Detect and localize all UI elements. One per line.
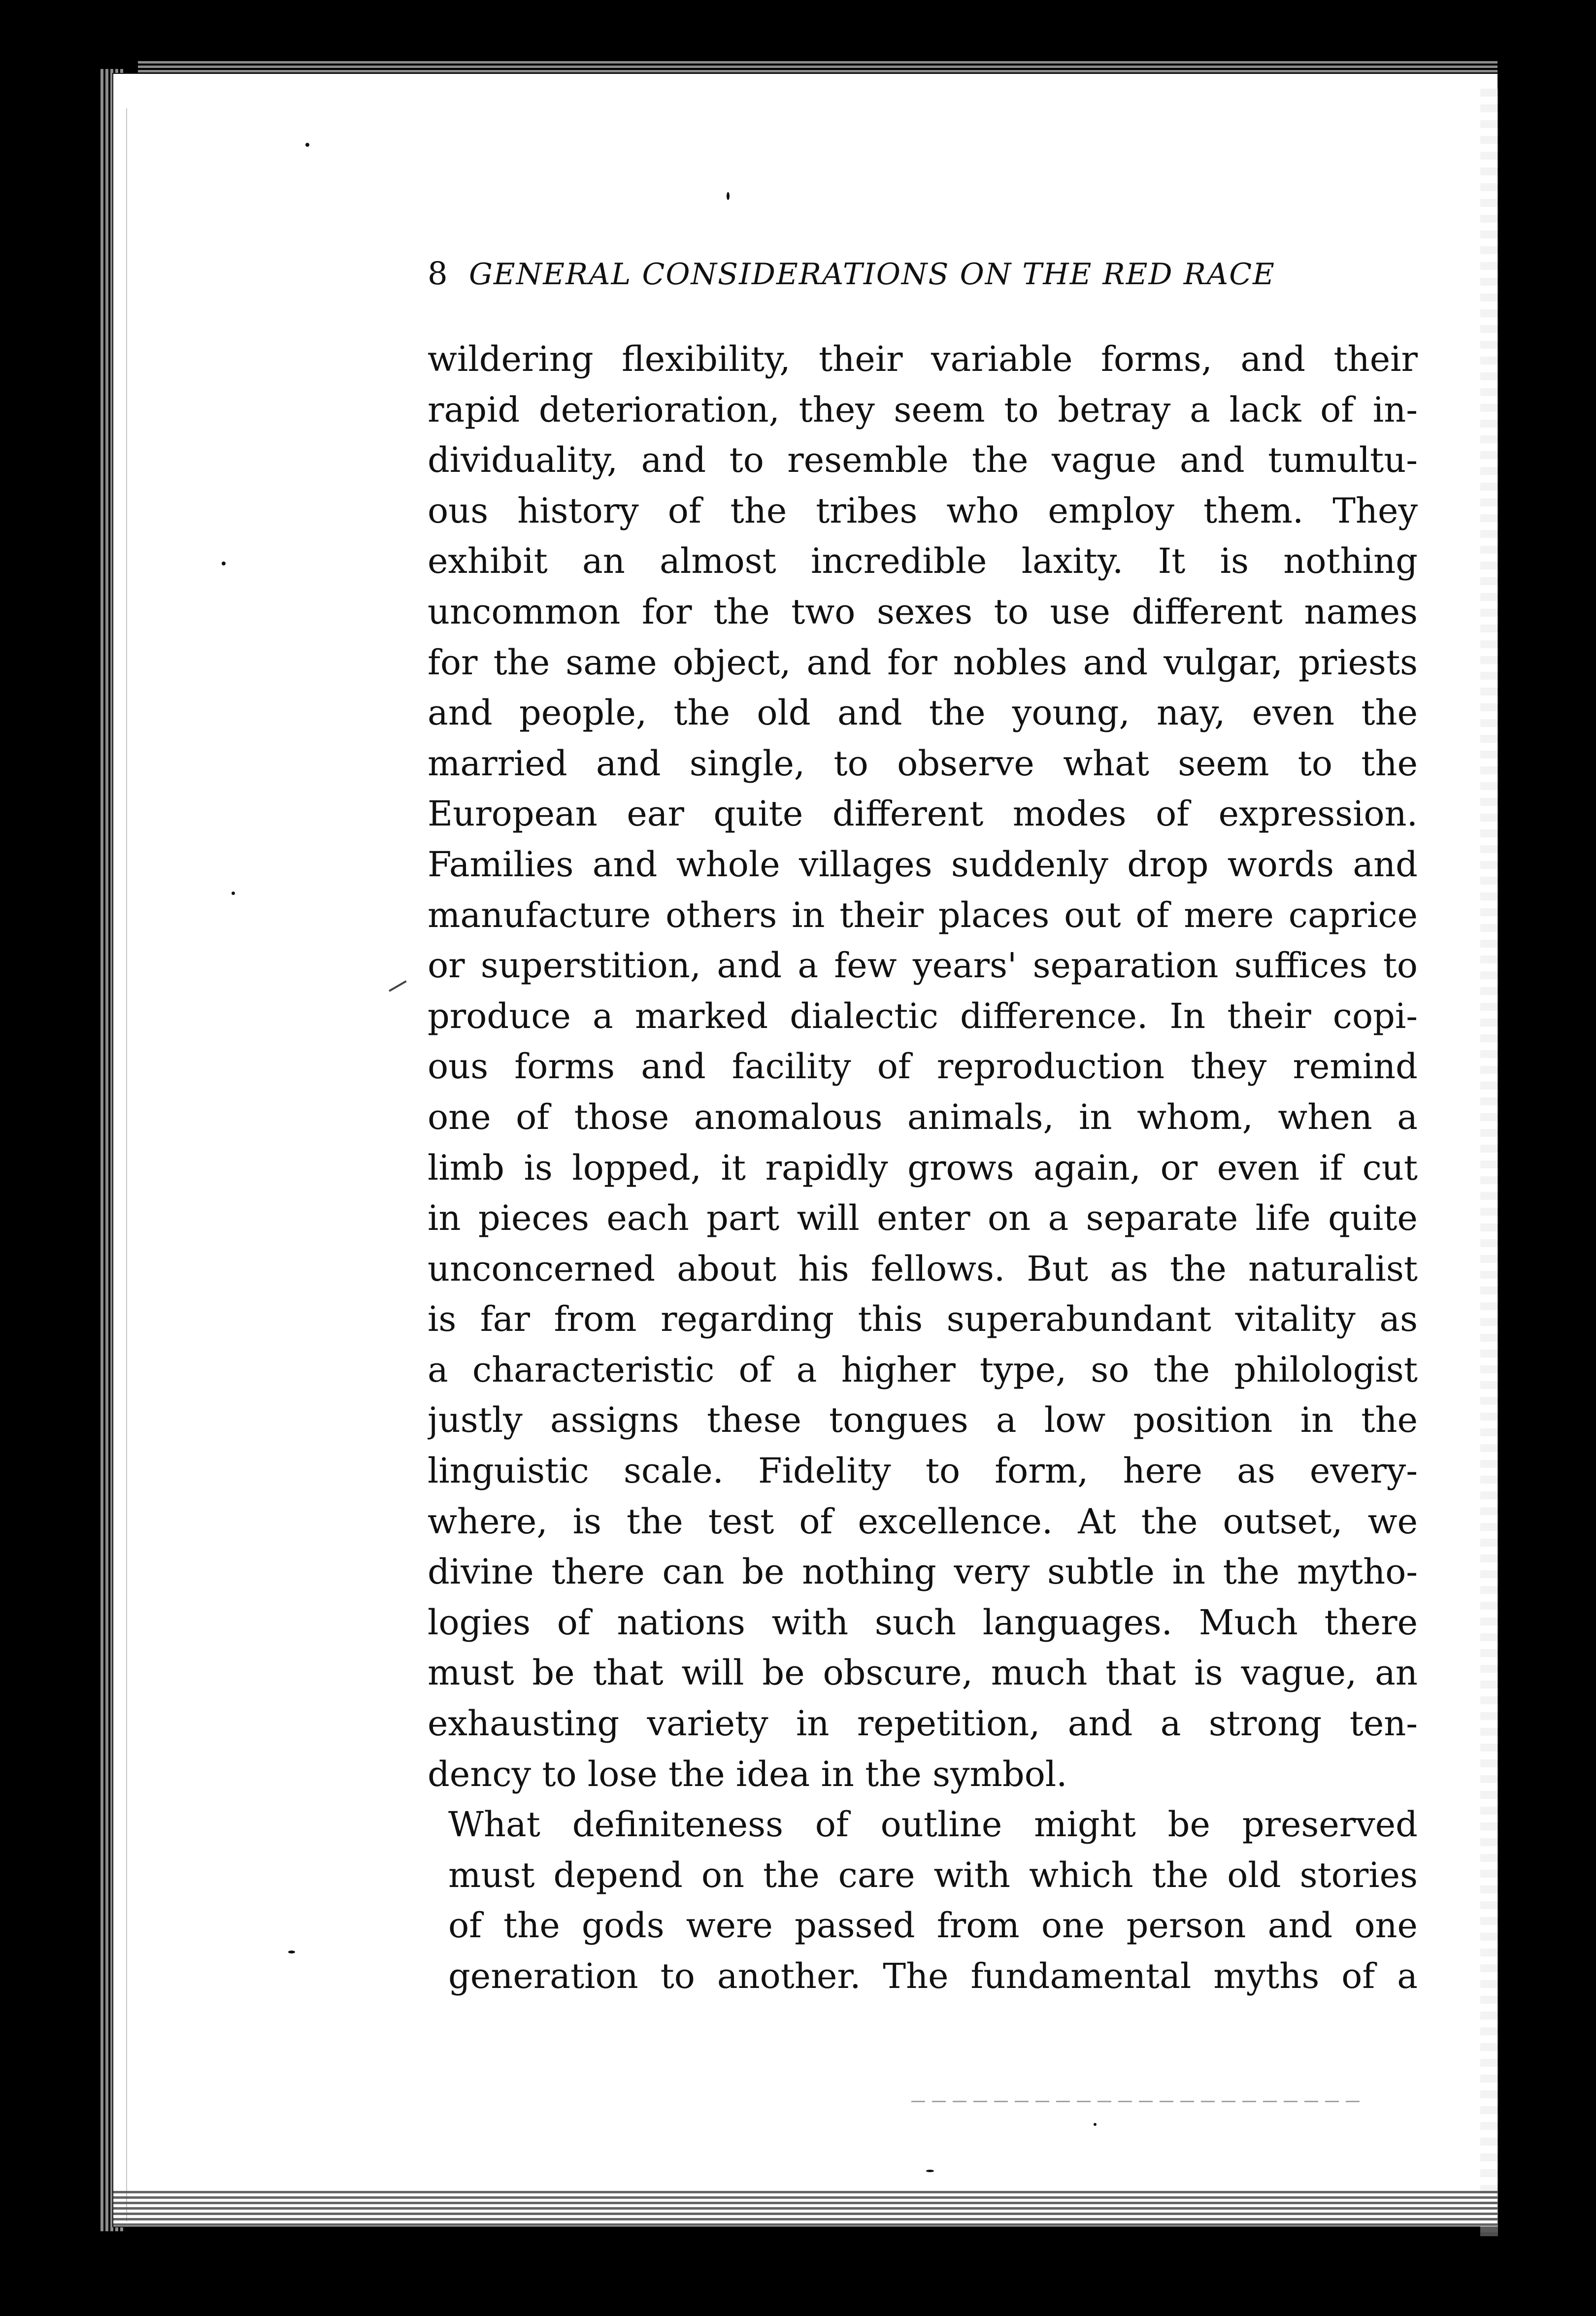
binding-margin-rule [126,108,127,2221]
running-head: GENERAL CONSIDERATIONS ON THE RED RACE [469,257,1275,292]
text-line: must be that will be obscure, much that is vague, an [428,1653,1418,1693]
underline-mark [911,2101,1364,2102]
scan-speck [232,892,235,895]
text-line: European ear quite different modes of expression. [428,794,1418,834]
text-line: where, is the test of excellence. At the outset, we [428,1501,1418,1542]
text-line: unconcerned about his fellows. But as the naturalist [428,1248,1418,1289]
scan-speck [1094,2123,1097,2126]
text-line: married and single, to observe what seem to the [428,743,1418,784]
text-line: wildering flexibility, their variable forms, and their [428,339,1418,379]
page-number: 8 [428,256,448,292]
text-line: limb is lopped, it rapidly grows again, or even if cut [428,1147,1418,1188]
text-line: logies of nations with such languages. Much there [428,1602,1418,1643]
text-line: linguistic scale. Fidelity to form, here as every- [428,1451,1418,1491]
text-line: one of those anomalous animals, in whom, when a [428,1096,1418,1137]
text-line: in pieces each part will enter on a separate life quite [428,1198,1418,1239]
body-text [428,334,1418,2002]
scan-speck [222,562,226,565]
paragraph-first-line: What definiteness of outline might be preserved [448,1804,1418,1845]
text-line: Families and whole villages suddenly drop words and [428,844,1418,885]
text-line: exhausting variety in repetition, and a strong ten- [428,1703,1418,1744]
text-line: and people, the old and the young, nay, even the [428,693,1418,733]
page-edge-right [1480,89,1498,2236]
text-line: a characteristic of a higher type, so the philologist [428,1349,1418,1390]
text-line: manufacture others in their places out of mere caprice [428,894,1418,935]
text-line: divine there can be nothing very subtle in the mytho- [428,1552,1418,1592]
text-line: uncommon for the two sexes to use different names [428,591,1418,632]
text-line: produce a marked dialectic difference. In their copi- [428,995,1418,1036]
text-line: rapid deterioration, they seem to betray a lack of in- [428,389,1418,430]
text-line: for the same object, and for nobles and vulgar, priests [428,642,1418,683]
text-line: dividuality, and to resemble the vague and tumultu- [428,440,1418,481]
scan-speck [727,192,730,200]
text-line: ous history of the tribes who employ them. They [428,490,1418,531]
page-edge-bottom [113,2191,1497,2226]
text-line: justly assigns these tongues a low position in the [428,1400,1418,1441]
scan-speck [288,1951,295,1953]
text-line: ous forms and facility of reproduction they remind [428,1046,1418,1087]
text-line: exhibit an almost incredible laxity. It is nothing [428,541,1418,582]
text-line: or superstition, and a few years' separation suffices to [428,945,1418,986]
paragraph-last-line: dency to lose the idea in the symbol. [428,1754,1067,1794]
text-line: must depend on the care with which the old stories [448,1854,1418,1895]
page-header [428,256,1403,292]
text-line: of the gods were passed from one person and one [448,1905,1418,1946]
text-line: is far from regarding this superabundant vitality as [428,1299,1418,1340]
scan-speck [926,2170,934,2172]
scan-speck [305,143,309,147]
text-line: generation to another. The fundamental myths of a [448,1956,1418,1996]
